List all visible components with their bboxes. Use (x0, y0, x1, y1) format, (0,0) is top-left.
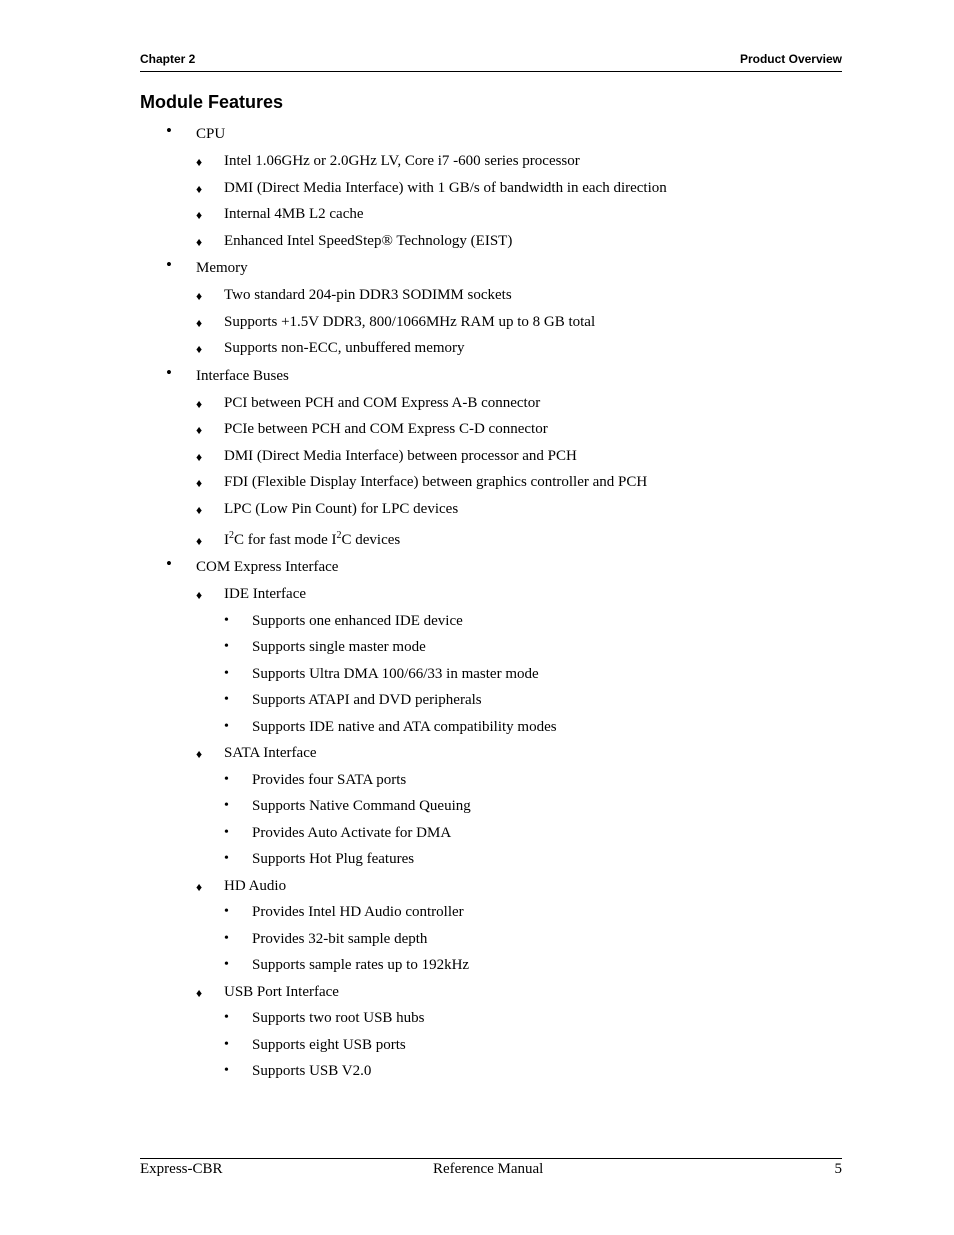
sub-bullet-icon: • (224, 719, 229, 734)
sub-bullet-icon: • (224, 1010, 229, 1025)
bullet-icon: • (166, 554, 172, 573)
list-item-text: SATA Interface (224, 745, 317, 761)
list-item-text: DMI (Direct Media Interface) with 1 GB/s of bandwidth in each direction (224, 180, 667, 196)
footer-doc-title: Reference Manual (433, 1161, 544, 1177)
sub-bullet-icon: • (224, 1063, 229, 1078)
list-item-text: Provides Intel HD Audio controller (252, 904, 464, 920)
list-item-text: Supports single master mode (252, 639, 426, 655)
sub-bullet-icon: • (224, 772, 229, 787)
list-item-text: USB Port Interface (224, 984, 339, 1000)
diamond-bullet-icon: ♦ (196, 182, 203, 196)
list-item-text: Supports Hot Plug features (252, 851, 415, 867)
footer-product: Express-CBR (140, 1161, 223, 1177)
diamond-bullet-icon: ♦ (196, 534, 203, 548)
list-item-text: Memory (196, 260, 248, 276)
list-item-text: Intel 1.06GHz or 2.0GHz LV, Core i7 -600 series processor (224, 153, 580, 169)
list-item-text: Interface Buses (196, 368, 289, 384)
list-item-text: HD Audio (224, 878, 287, 894)
sub-bullet-icon: • (224, 904, 229, 919)
chapter-label: Chapter 2 (140, 52, 196, 66)
diamond-bullet-icon: ♦ (196, 208, 203, 222)
diamond-bullet-icon: ♦ (196, 289, 203, 303)
bullet-icon: • (166, 255, 172, 274)
diamond-bullet-icon: ♦ (196, 986, 203, 1000)
list-item-text: Supports USB V2.0 (252, 1063, 372, 1079)
list-item-text: FDI (Flexible Display Interface) between graphics controller and PCH (224, 474, 648, 490)
diamond-bullet-icon: ♦ (196, 342, 203, 356)
diamond-bullet-icon: ♦ (196, 588, 203, 602)
list-item-text: LPC (Low Pin Count) for LPC devices (224, 501, 459, 517)
list-item-text: Supports non-ECC, unbuffered memory (224, 340, 465, 356)
page-footer (140, 1158, 842, 1183)
list-item-text: Supports Ultra DMA 100/66/33 in master mode (252, 666, 539, 682)
diamond-bullet-icon: ♦ (196, 235, 203, 249)
diamond-bullet-icon: ♦ (196, 747, 203, 761)
list-item-text: IDE Interface (224, 586, 307, 602)
sub-bullet-icon: • (224, 1037, 229, 1052)
list-item-text: Provides four SATA ports (252, 772, 407, 788)
list-item-text: Supports sample rates up to 192kHz (252, 957, 470, 973)
diamond-bullet-icon: ♦ (196, 503, 203, 517)
page-header (140, 52, 842, 72)
diamond-bullet-icon: ♦ (196, 155, 203, 169)
list-item-text: Supports ATAPI and DVD peripherals (252, 692, 482, 708)
list-item-text: Provides Auto Activate for DMA (252, 825, 452, 841)
diamond-bullet-icon: ♦ (196, 316, 203, 330)
diamond-bullet-icon: ♦ (196, 880, 203, 894)
list-item-text: Supports Native Command Queuing (252, 798, 471, 814)
sub-bullet-icon: • (224, 851, 229, 866)
page-number: 5 (834, 1161, 842, 1177)
list-item-text: COM Express Interface (196, 559, 339, 575)
list-item-text: CPU (196, 126, 226, 142)
sub-bullet-icon: • (224, 931, 229, 946)
list-item-text: Supports one enhanced IDE device (252, 613, 463, 629)
list-item-text: $I^2C$ for fast mode $I^2C$ devices (224, 530, 401, 548)
diamond-bullet-icon: ♦ (196, 476, 203, 490)
sub-bullet-icon: • (224, 666, 229, 681)
sub-bullet-icon: • (224, 825, 229, 840)
list-item-text: Supports two root USB hubs (252, 1010, 425, 1026)
page-title: Module Features (140, 92, 284, 112)
list-item-text: Supports +1.5V DDR3, 800/1066MHz RAM up to 8 GB total (224, 314, 596, 330)
list-item-text: DMI (Direct Media Interface) between processor and PCH (224, 448, 577, 464)
bullet-icon: • (166, 363, 172, 382)
list-item-text: PCI between PCH and COM Express A-B connector (224, 395, 541, 411)
sub-bullet-icon: • (224, 798, 229, 813)
list-item-text: Two standard 204-pin DDR3 SODIMM sockets (224, 287, 512, 303)
sub-bullet-icon: • (224, 639, 229, 654)
list-item-text: Provides 32-bit sample depth (252, 931, 428, 947)
diamond-bullet-icon: ♦ (196, 423, 203, 437)
diamond-bullet-icon: ♦ (196, 450, 203, 464)
bullet-icon: • (166, 121, 172, 140)
sub-bullet-icon: • (224, 613, 229, 628)
sub-bullet-icon: • (224, 957, 229, 972)
list-item-text: Internal 4MB L2 cache (224, 206, 364, 222)
list-item-text: PCIe between PCH and COM Express C-D connector (224, 421, 548, 437)
diamond-bullet-icon: ♦ (196, 397, 203, 411)
section-label: Product Overview (739, 52, 842, 66)
list-item-text: Enhanced Intel SpeedStep® Technology (EIST) (224, 233, 513, 249)
sub-bullet-icon: • (224, 692, 229, 707)
list-item-text: Supports IDE native and ATA compatibility modes (252, 719, 557, 735)
list-item-text: Supports eight USB ports (252, 1037, 406, 1053)
